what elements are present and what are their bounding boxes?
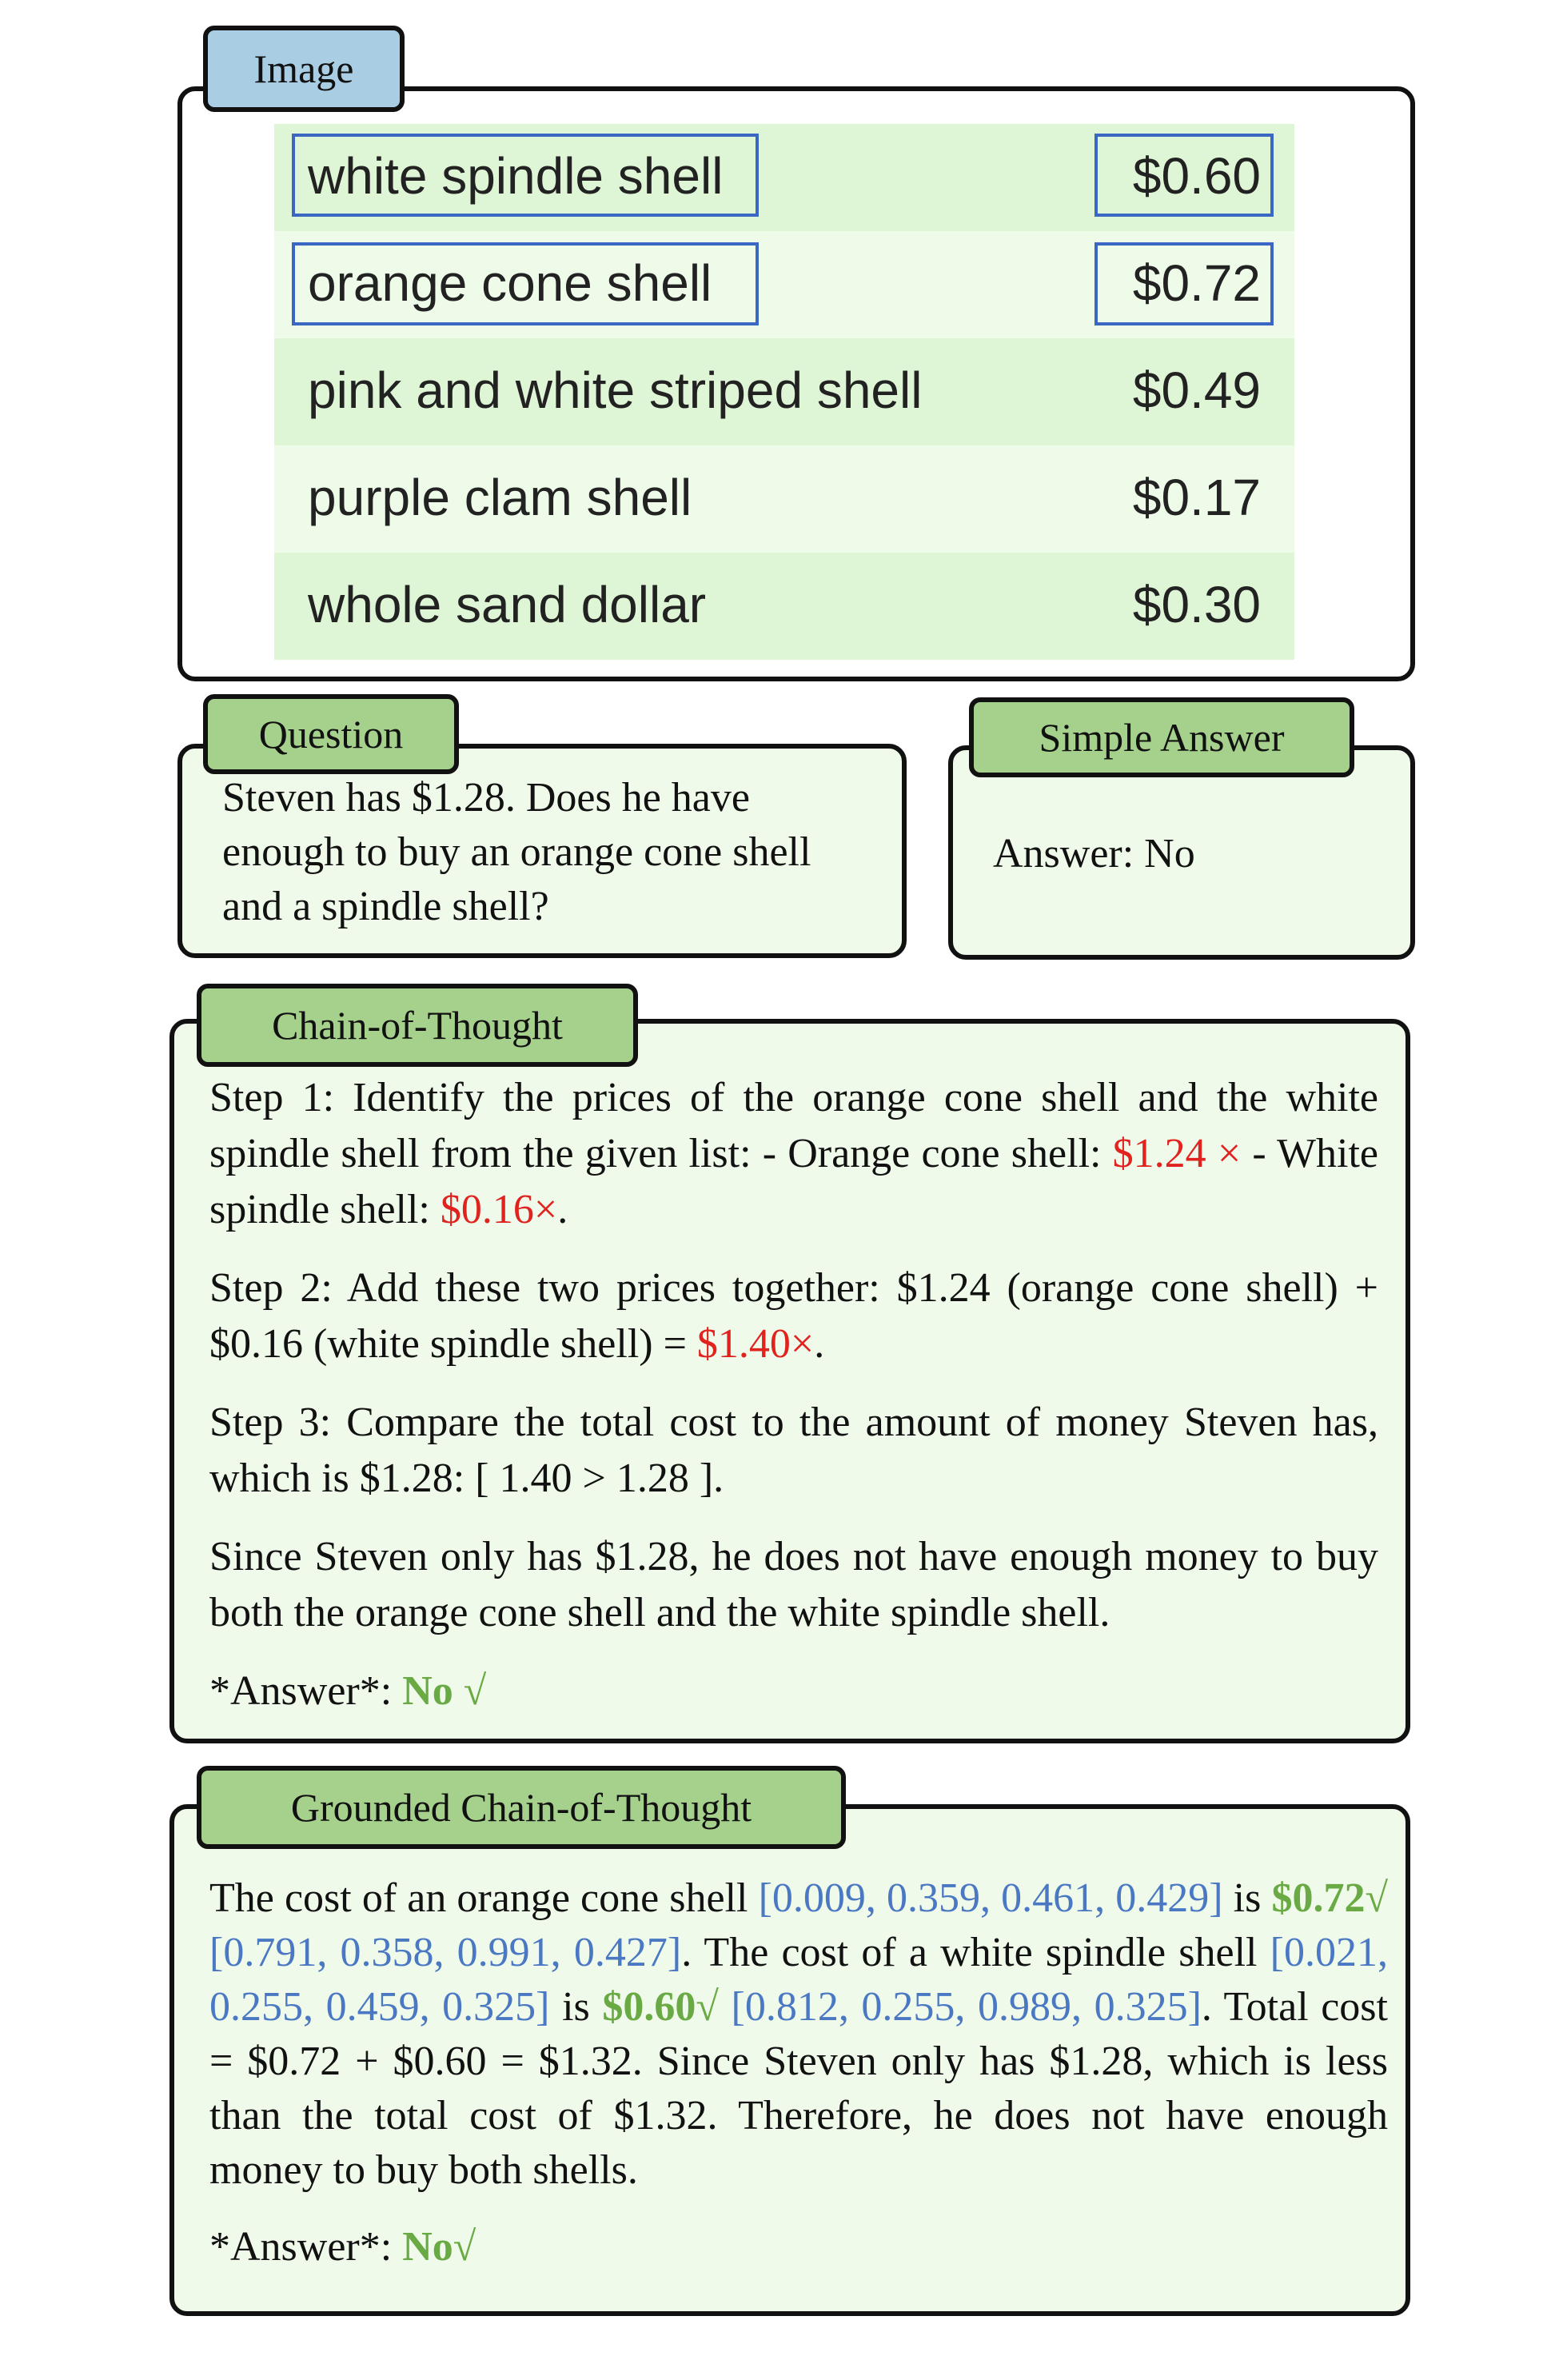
- simple-answer-tab: [969, 697, 1354, 777]
- cot-step-1: [209, 1070, 1378, 1238]
- grounding-box-white-spindle-name: [292, 134, 759, 217]
- gcot-text-run: [719, 1984, 732, 2030]
- item-price: $0.30: [1132, 576, 1261, 633]
- item-price: $0.60: [1132, 147, 1261, 205]
- cot-step-1-text: Step 1: Identify the prices of the orange cone shell and the white spindle shell from the given list: - Orange cone shell:: [209, 1075, 1378, 1176]
- cot-wrong-value: $1.24 ×: [1112, 1131, 1242, 1176]
- question-text: Steven has $1.28. Does he have enough to buy an orange cone shell and a spindle shell?: [222, 775, 811, 929]
- gcot-correct-value: $0.60√: [602, 1984, 719, 2030]
- gcot-text-run: . The cost of a white spindle shell: [681, 1930, 1270, 1975]
- cot-step-2: [209, 1260, 1378, 1372]
- gcot-answer-label: *Answer*:: [209, 2224, 403, 2270]
- cot-conclusion: Since Steven only has $1.28, he does not have enough money to buy both the orange cone shell and the white spindle shell.: [209, 1534, 1378, 1635]
- grounding-box-orange-cone-name: [292, 242, 759, 325]
- gcot-bbox: [0.812, 0.255, 0.989, 0.325]: [731, 1984, 1202, 2030]
- grounded-cot-panel: [169, 1804, 1410, 2316]
- cot-tab: [197, 984, 638, 1067]
- grounded-cot-text: [209, 1871, 1388, 2297]
- price-row: [274, 553, 1294, 660]
- question-tab: [203, 694, 459, 774]
- question-tab-label: Question: [258, 712, 404, 757]
- grounded-cot-tab: [197, 1766, 846, 1849]
- gcot-bbox: [0.021, 0.255, 0.459, 0.325]: [209, 1930, 1388, 2030]
- gcot-text-run: . Total cost = $0.72 + $0.60 = $1.32. Since Steven only has $1.28, which is less than the total cost of $1.32. Therefore, he does not have enough money to buy both shells.: [209, 1984, 1388, 2193]
- cot-tab-label: Chain-of-Thought: [272, 1003, 563, 1048]
- cot-answer: [209, 1663, 1378, 1719]
- item-name: purple clam shell: [308, 469, 692, 526]
- item-name: orange cone shell: [308, 254, 712, 312]
- gcot-bbox: [0.791, 0.358, 0.991, 0.427]: [209, 1930, 682, 1975]
- simple-answer-text: Answer: No: [993, 831, 1195, 877]
- simple-answer-panel: [948, 745, 1415, 960]
- grounded-cot-answer: [209, 2220, 1388, 2274]
- grounding-box-white-spindle-price: [1095, 134, 1274, 217]
- cot-answer-label: *Answer*:: [209, 1668, 403, 1714]
- image-tab: [203, 26, 405, 112]
- cot-panel: [169, 1019, 1410, 1743]
- cot-step-1-text: - White spindle shell:: [209, 1131, 1379, 1232]
- gcot-answer-value: No√: [402, 2224, 476, 2270]
- cot-text: [209, 1070, 1378, 1719]
- gcot-text-run: is: [1222, 1875, 1272, 1921]
- cot-wrong-value: $0.16×: [440, 1187, 558, 1232]
- grounded-cot-tab-label: Grounded Chain-of-Thought: [290, 1785, 752, 1830]
- price-row: [274, 338, 1294, 445]
- cot-step-2-text: Step 2: Add these two prices together: $1.24 (orange cone shell) + $0.16 (white spindle shell) =: [209, 1265, 1378, 1367]
- cot-step-2-text: .: [814, 1321, 825, 1367]
- cot-wrong-value: $1.40×: [696, 1321, 815, 1367]
- gcot-text-run: The cost of an orange cone shell: [209, 1875, 759, 1921]
- item-name: white spindle shell: [308, 147, 724, 205]
- cot-answer-value: No √: [402, 1668, 487, 1714]
- gcot-bbox: [0.009, 0.359, 0.461, 0.429]: [758, 1875, 1223, 1921]
- question-panel: [177, 744, 907, 958]
- cot-step-1-text: .: [557, 1187, 568, 1232]
- grounding-box-orange-cone-price: [1095, 242, 1274, 325]
- price-table: [274, 124, 1294, 660]
- image-tab-label: Image: [253, 46, 354, 91]
- cot-step-3: Step 3: Compare the total cost to the amount of money Steven has, which is $1.28: [ 1.40 > 1.28 ].: [209, 1400, 1378, 1501]
- item-name: whole sand dollar: [308, 576, 707, 633]
- gcot-correct-value: $0.72√: [1271, 1875, 1388, 1921]
- simple-answer-tab-label: Simple Answer: [1039, 715, 1285, 760]
- item-price: $0.72: [1132, 254, 1261, 312]
- price-row: [274, 445, 1294, 553]
- item-price: $0.17: [1132, 469, 1261, 526]
- grounded-cot-reasoning: [209, 1871, 1388, 2198]
- item-price: $0.49: [1132, 361, 1261, 419]
- gcot-text-run: is: [549, 1984, 603, 2030]
- item-name: pink and white striped shell: [308, 361, 923, 419]
